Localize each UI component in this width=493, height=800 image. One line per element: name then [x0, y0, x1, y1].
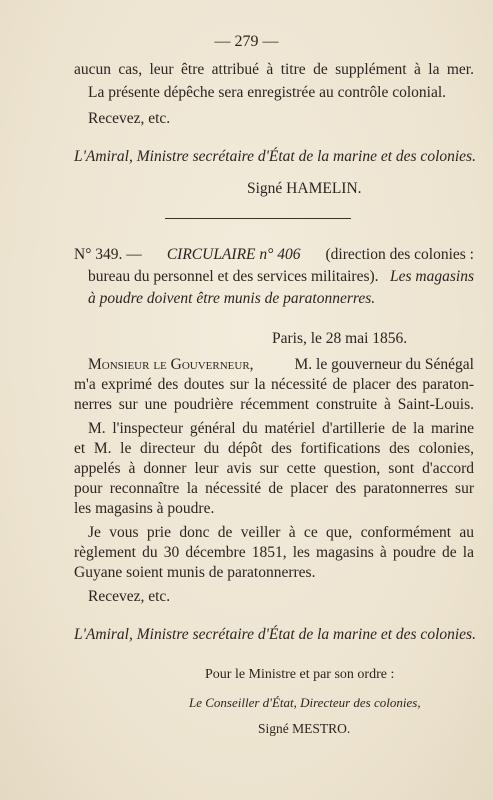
salutation: Monsieur le Gouverneur,: [88, 356, 254, 373]
top-paragraph-line-2: La présente dépêche sera enregistrée au contrôle colonial.: [88, 84, 447, 101]
body-p2-line-3: appelés à donner leur avis sur cette question, sont d'accord: [74, 460, 474, 477]
body-p1-line-1: [88, 356, 474, 374]
body-p1-line-1-rest: M. le gouverneur du Sénégal: [294, 356, 474, 373]
second-signature-signed: Signé MESTRO.: [258, 721, 351, 736]
page-number: — 279 —: [214, 33, 279, 50]
circular-bureau: bureau du personnel et des services militaires).: [88, 268, 379, 285]
body-p1-line-3: nerres sur une poudrière récemment construite à Saint-Louis.: [74, 396, 474, 413]
section-divider: [165, 218, 351, 219]
circular-number: N° 349. —: [74, 246, 142, 263]
top-paragraph-line-1: aucun cas, leur être attribué à titre de supplément à la mer.: [74, 61, 474, 78]
circular-subject-start: Les magasins: [390, 268, 474, 285]
second-signature-order: Pour le Ministre et par son ordre :: [205, 667, 395, 682]
circular-title: CIRCULAIRE n° 406: [166, 246, 301, 263]
body-p2-line-1: M. l'inspecteur général du matériel d'artillerie de la marine: [88, 420, 474, 437]
body-p2-line-2: et M. le directeur du dépôt des fortifications des colonies,: [74, 440, 474, 457]
body-p1-line-2: m'a exprimé des doutes sur la nécessité de placer des paraton-: [74, 376, 474, 393]
body-p3-line-2: règlement du 30 décembre 1851, les magasins à poudre de la: [74, 544, 474, 561]
circular-date: Paris, le 28 mai 1856.: [272, 330, 408, 347]
circular-heading-line-2: [88, 268, 474, 286]
second-signature-title: L'Amiral, Ministre secrétaire d'État de la marine et des colonies.: [74, 626, 476, 643]
body-p3-line-1: Je vous prie donc de veiller à ce que, conformément au: [88, 524, 474, 541]
body-p2-line-4: pour reconnaître la nécessité de placer des paratonnerres sur: [74, 480, 474, 497]
top-closing: Recevez, etc.: [88, 110, 171, 127]
second-signature-counselor: Le Conseiller d'État, Directeur des colonies,: [189, 695, 421, 710]
circular-heading-line-3: à poudre doivent être munis de paratonnerres.: [88, 290, 376, 307]
circular-direction: (direction des colonies :: [325, 246, 474, 263]
body-p3-line-3: Guyane soient munis de paratonnerres.: [74, 564, 316, 581]
body-closing: Recevez, etc.: [88, 588, 171, 605]
first-signature-signed: Signé HAMELIN.: [247, 180, 362, 197]
first-signature-title: L'Amiral, Ministre secrétaire d'État de la marine et des colonies.: [74, 148, 476, 165]
circular-heading-line-1: [74, 246, 474, 264]
body-p2-line-5: les magasins à poudre.: [74, 500, 215, 517]
